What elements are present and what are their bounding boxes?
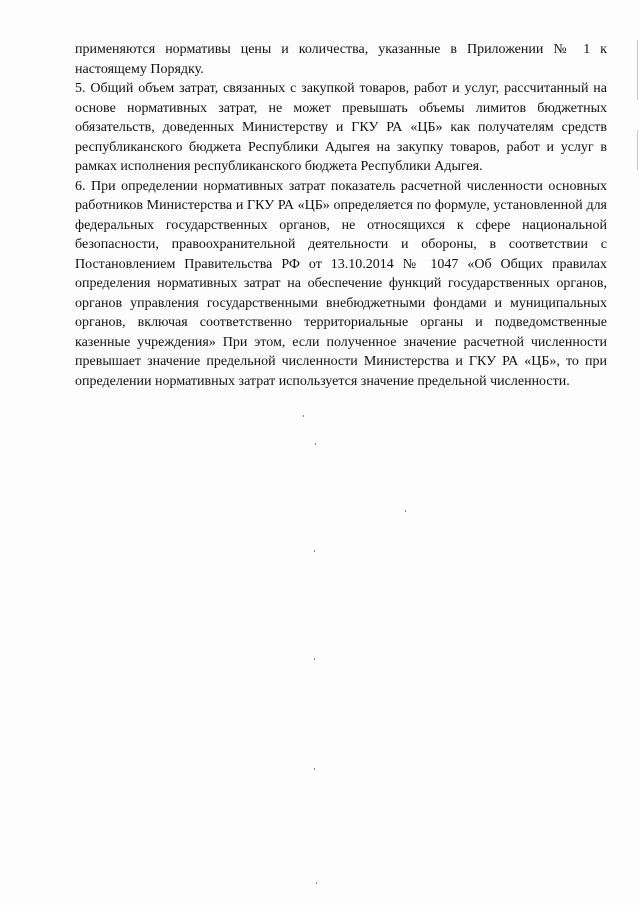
scan-speck <box>314 658 315 660</box>
scan-speck <box>303 415 304 417</box>
scan-speck <box>314 550 315 552</box>
scan-speck <box>316 882 317 884</box>
scan-speck <box>314 768 315 770</box>
scan-edge-mark <box>637 130 638 170</box>
paragraph-continuation: применяются нормативы цены и количества, указанные в Приложении № 1 к настоящему Порядку. <box>75 42 607 77</box>
paragraph-6: 6. При определении нормативных затрат показатель расчетной численности основных работников Министерства и ГКУ РА «ЦБ» определяется по формуле, установленной для федеральных государственных органов, не относящихся к сфере национальной безопасности, правоохранительной деятельности и обороны, в соответствии с Постановлением Правительства РФ от 13.10.2014 № 1047 «Об Общих правилах определения нормативных затрат на обеспечение функций государственных органов, органов управления государственными внебюджетными фондами и муниципальных органов, включая соответственно территориальные органы и подведомственные казенные учреждения» При этом, если полученное значение расчетной численности превышает значение предельной численности Министерства и ГКУ РА «ЦБ», то при определении нормативных затрат используется значение предельной численности. <box>75 178 607 389</box>
scan-speck <box>315 443 316 445</box>
scan-edge-mark <box>637 40 638 100</box>
paragraph-5: 5. Общий объем затрат, связанных с закупкой товаров, работ и услуг, рассчитанный на основе нормативных затрат, не может превышать объемы лимитов бюджетных обязательств, доведенных Министерству и ГКУ РА «ЦБ» как получателям средств республиканского бюджета Республики Адыгея на закупку товаров, работ и услуг в рамках исполнения республиканского бюджета Республики Адыгея. <box>75 81 607 174</box>
scan-speck <box>405 510 406 512</box>
document-body <box>75 40 607 391</box>
